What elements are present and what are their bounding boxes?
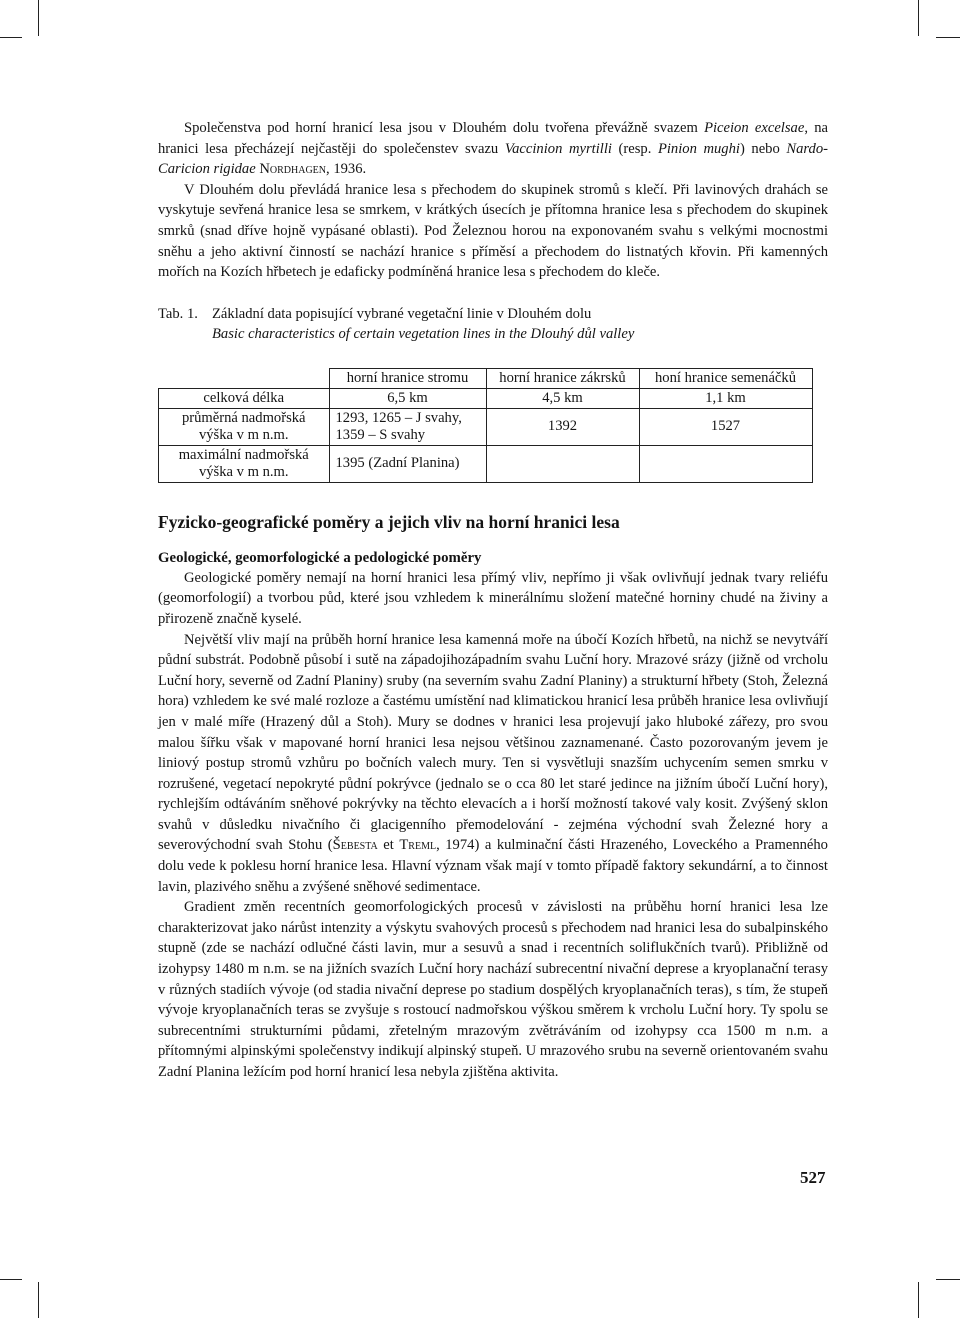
author-name: Treml: [399, 837, 437, 854]
table-row: [159, 445, 813, 482]
author-name: Šebesta: [332, 837, 378, 854]
species-name: Piceion excelsae: [704, 120, 805, 136]
text: , 1974) a kulminační části Hrazeného, Loveckého a Pramenného dolu vede k poklesu horní hranice lesa. Hlavní význam však mají v tomto případě faktory sekundární, a to činnost lavin, plazivého sněhu a zvýšené sněhové sedimentace.: [158, 837, 828, 895]
table-cell: 1395 (Zadní Planina): [329, 445, 486, 482]
crop-mark-bottom-left-h: [0, 1279, 22, 1280]
paragraph-forest-line: V Dlouhém dolu převládá hranice lesa s přechodem do skupinek stromů s klečí. Při lavinových drahách se vyskytuje sevřená hranice lesa se smrkem, v krátkých úsecích je přítomna hranice lesa s přechodem do skupinek smrků (snad dříve hojně vypásané oblasti). Pod Železnou horou na exponovaném svahu s velkými mocnostmi sněhu a jeho aktivní činností se nachází hranice s příměsí a přechodem do listnatých křovin. Při kamenných mořích na Kozích hřbetech je edaficky podmíněná hranice lesa s přechodem do kleče.: [158, 181, 828, 281]
table-title-en: Basic characteristics of certain vegetation lines in the Dlouhý důl valley: [212, 325, 635, 342]
table-caption-cs: [158, 304, 828, 324]
table-title-cs: Základní data popisující vybrané vegetační linie v Dlouhém dolu: [212, 305, 592, 322]
paragraph-gradient: Gradient změn recentních geomorfologických procesů v závislosti na průběhu horní hranici lesa lze charakterizovat jako nárůst intenzity a výskytu svahových procesů s přechodem nad hranici lesa do subalpinského stupně (zde se nachází odlučné části lavin, mur a sesuvů a snad i recentních soliflukčních tvarů). Přibližně od izohypsy 1480 m n.m. se na jižních svazích Luční hory nachází subrecentní nivační deprese a kryoplanační terasy v různých stadiích vývoje (od stadia nivační deprese po stadium dospělých kryoplanačních teras), s tím, že stupeň vývoje kryoplanačních teras se zvyšuje s rostoucí nadmořskou výškou směrem k vrcholu Luční hory. Ty spolu se subrecentními strukturními půdami, zřetelným mrazovým zvětráváním od izohypsy cca 1500 m n.m. a přítomnými alpinskými společenstvy indikují alpinský stupeň. U mrazového srubu na severně orientovaném svahu Zadní Planina ležícím pod horní hranicí lesa nebyla zjištěna aktivita.: [158, 899, 828, 1080]
crop-mark-top-left-v: [38, 0, 39, 36]
section-heading: Fyzicko-geografické poměry a jejich vliv na horní hranici lesa: [158, 511, 620, 532]
row-label-line: výška v m n.m.: [198, 426, 289, 443]
cell-line: 1293, 1265 – J svahy,: [335, 409, 462, 426]
table-cell: [639, 445, 812, 482]
row-label-line: průměrná nadmořská: [181, 409, 306, 426]
table-header-cell: honí hranice semenáčků: [639, 368, 812, 388]
paragraph-landforms: [158, 630, 828, 898]
table-cell: 4,5 km: [486, 388, 639, 408]
table-number: Tab. 1.: [158, 305, 198, 322]
paragraph-intro: [158, 118, 828, 180]
text: et: [377, 837, 400, 854]
row-label: [159, 445, 330, 482]
species-name: Nardo-Caricion rigidae: [158, 140, 828, 178]
data-table: [158, 368, 813, 483]
crop-mark-bottom-right-v: [918, 1282, 919, 1318]
table-cell: 1,1 km: [639, 388, 812, 408]
crop-mark-top-right-v: [918, 0, 919, 36]
table-header-cell: horní hranice zákrsků: [486, 368, 639, 388]
table-header-cell: horní hranice stromu: [329, 368, 486, 388]
table-cell: 6,5 km: [329, 388, 486, 408]
table-row: [159, 408, 813, 445]
text: , 1936.: [326, 161, 367, 178]
table-corner: [159, 368, 330, 388]
row-label-line: maximální nadmořská: [178, 446, 309, 463]
species-name: Vaccinion myrtilli: [504, 140, 612, 157]
text: , na hranici lesa přecházejí nejčastěji do společenstev svazu: [158, 120, 828, 157]
cell-line: 1359 – S svahy: [335, 426, 426, 443]
table-cell: 1527: [639, 408, 812, 445]
table-header-row: [159, 368, 813, 388]
text: (resp.: [611, 140, 658, 157]
crop-mark-bottom-left-v: [38, 1282, 39, 1318]
table-row: [159, 388, 813, 408]
row-label: celková délka: [159, 388, 330, 408]
table-caption: [158, 304, 828, 344]
table-cell: [329, 408, 486, 445]
text: ) nebo: [739, 140, 787, 157]
species-name: Pinion mughi: [657, 140, 740, 157]
crop-mark-bottom-right-h: [936, 1279, 960, 1280]
text: Společenstva pod horní hranicí lesa jsou v Dlouhém dolu tvořena převážně svazem: [184, 120, 705, 136]
table-cell: [486, 445, 639, 482]
page-content: [158, 118, 828, 1083]
row-label: [159, 408, 330, 445]
page-number: 527: [800, 1168, 826, 1187]
text: Největší vliv mají na průběh horní hranice lesa kamenná moře na úbočí Kozích hřbetů, na nichž se nevytváří půdní substrát. Podobně působí i sutě na západojihozápadním svahu Luční hory. Mrazové srázy (jižně od vrcholu Luční hory, severně od Zadní Planiny) sruby (na severním svahu Zadní Planiny) a strukturní hřbety (Stoh, Železná hora) vzhledem ke své malé rozloze a častému umístění nad klimatickou hranicí lesa průběh hranice lesa ovlivňují jen v malé míře (Hrazený důl a Stoh). Mury se dodnes v hranici lesa projevují jako hluboké zářezy, pro svou malou šířku však v mapované horní hranici lesa nejsou většinou zaznamenané. Často pozorovaným jevem je liniový postup stromů vzhůru po bočních valech mury. Ten si vysvětluji snazším uchycením semen smrku v rozrušené, vegetací nepokryté půdní pokrývce (jednalo se o cca 80 let staré jedince na jižním úbočí Luční hory), rychlejším odtáváním sněhové pokrývky na těchto elevacích a i horší možností takové valy kosit. Zvýšený sklon svahů v důsledku nivačního či glacigenního přemodelování - zejména východní svah Železné hory a severovýchodní svah Stohu (: [158, 631, 828, 854]
paragraph-geology: Geologické poměry nemají na horní hranici lesa přímý vliv, nepřímo ji však ovlivňují jednak tvary reliéfu (geomorfologií) a tvorbou půd, které jsou vzhledem k minerálnímu složení matečné horniny chudé na živiny a přirozeně značně kyselé.: [158, 569, 828, 627]
table-cell: 1392: [486, 408, 639, 445]
crop-mark-top-left-h: [0, 37, 22, 38]
row-label-line: výška v m n.m.: [198, 463, 289, 480]
crop-mark-top-right-h: [936, 37, 960, 38]
subsection-heading: Geologické, geomorfologické a pedologické poměry: [158, 549, 482, 566]
author-name: Nordhagen: [259, 161, 327, 178]
